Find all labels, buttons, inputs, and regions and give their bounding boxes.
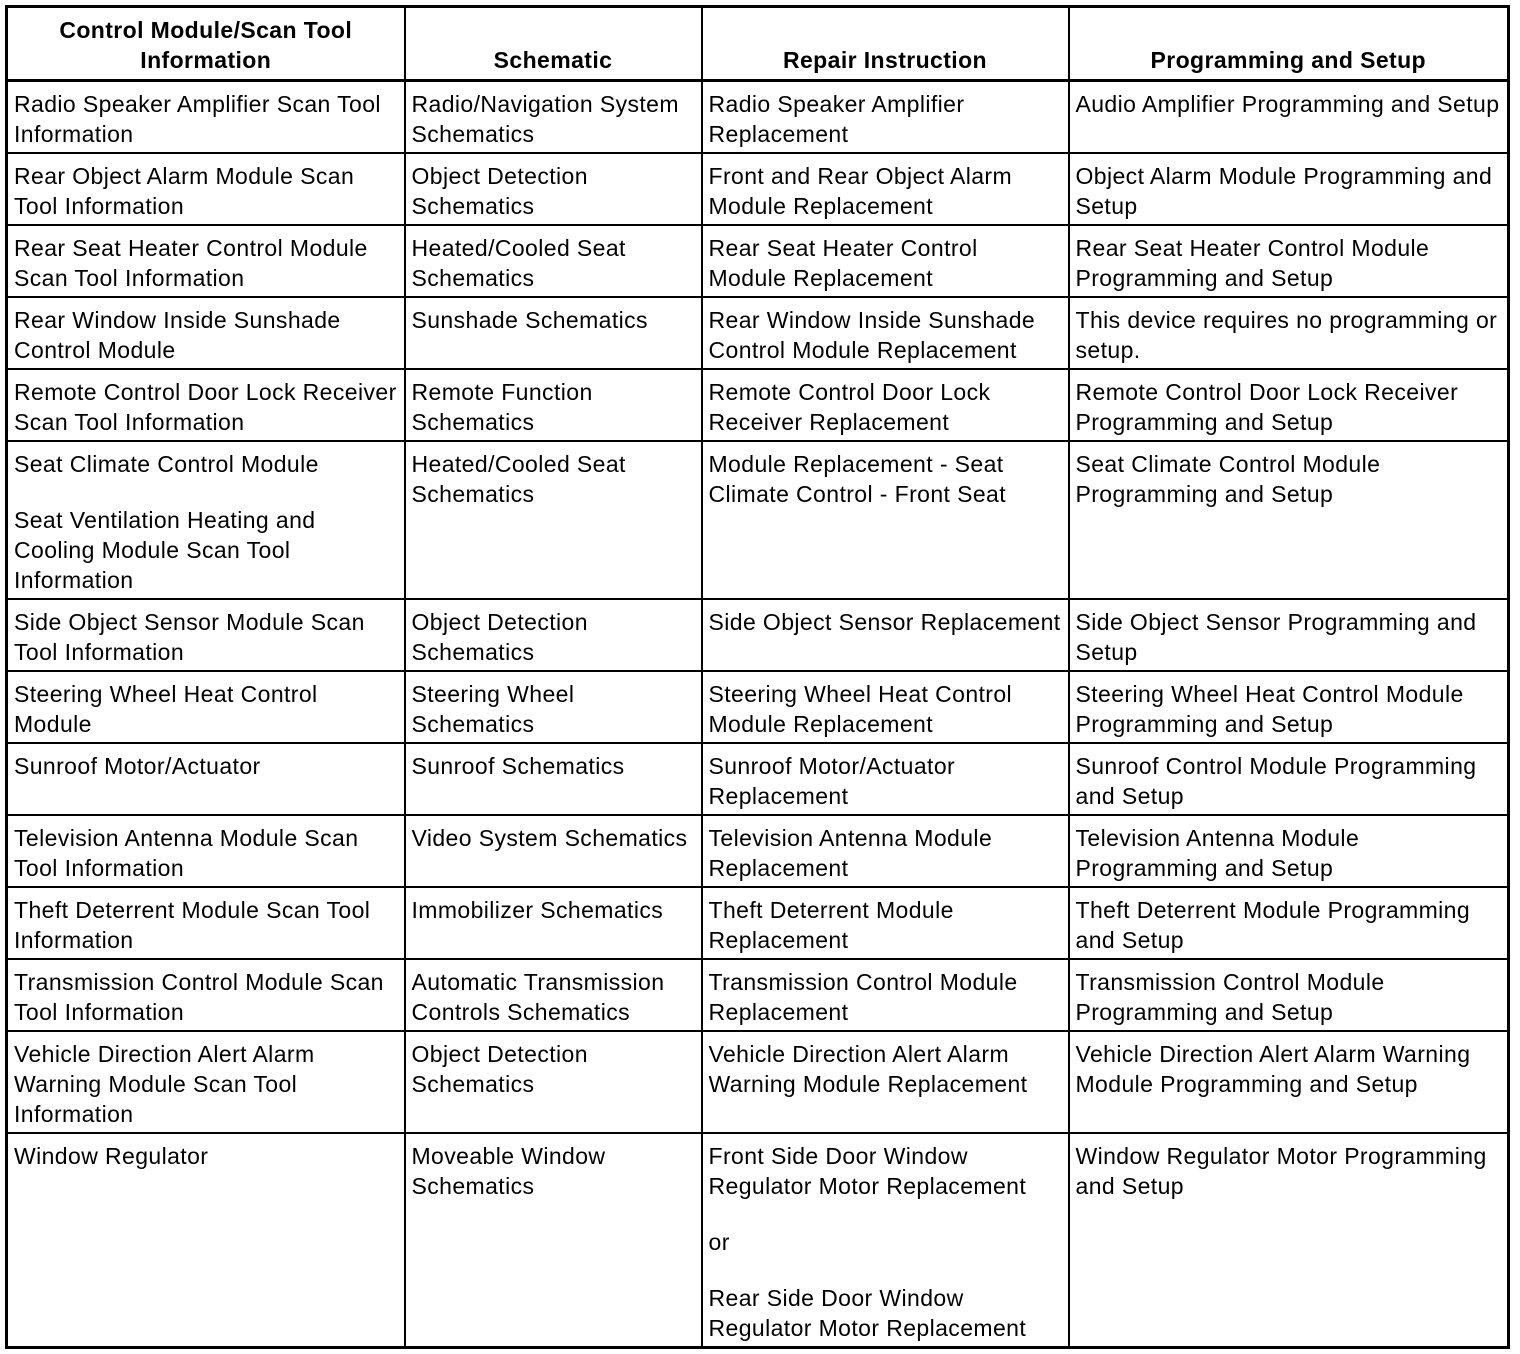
cell-control-module: [7, 671, 405, 743]
table-row: [7, 743, 1509, 815]
cell-control-module-text: Remote Control Door Lock Receiver Scan Tool Information: [14, 379, 397, 435]
cell-control-module-text: Window Regulator: [14, 1143, 209, 1169]
cell-repair-instruction-text: Front and Rear Object Alarm Module Replacement: [708, 163, 1013, 219]
cell-repair-instruction: [702, 297, 1069, 369]
table-row: [7, 369, 1509, 441]
cell-schematic: [405, 153, 702, 225]
cell-schematic: [405, 297, 702, 369]
cell-repair-instruction-text: Side Object Sensor Replacement: [708, 609, 1061, 635]
cell-control-module-text: Side Object Sensor Module Scan Tool Information: [14, 609, 365, 665]
cell-repair-instruction: [702, 599, 1069, 671]
cell-control-module-text: Rear Object Alarm Module Scan Tool Information: [14, 163, 355, 219]
cell-programming-setup: [1069, 887, 1509, 959]
cell-repair-instruction-text: Module Replacement - Seat Climate Control - Front Seat: [708, 451, 1007, 507]
cell-repair-instruction: [702, 153, 1069, 225]
cell-schematic: [405, 441, 702, 599]
cell-control-module: [7, 887, 405, 959]
cell-schematic-text: Object Detection Schematics: [411, 163, 588, 219]
cell-programming-setup-text: Vehicle Direction Alert Alarm Warning Module Programming and Setup: [1075, 1041, 1471, 1097]
cell-control-module: [7, 959, 405, 1031]
cell-schematic-text: Sunshade Schematics: [411, 307, 648, 333]
table-row: [7, 815, 1509, 887]
cell-control-module-text: Sunroof Motor/Actuator: [14, 753, 261, 779]
cell-control-module: [7, 297, 405, 369]
cell-control-module: [7, 81, 405, 154]
cell-repair-instruction-text: Front Side Door Window Regulator Motor Replacement: [708, 1143, 1027, 1199]
cell-schematic: [405, 671, 702, 743]
table-row: [7, 81, 1509, 154]
header-repair-instruction: Repair Instruction: [702, 7, 1069, 81]
cell-control-module-text: Steering Wheel Heat Control Module: [14, 681, 318, 737]
table-row: [7, 959, 1509, 1031]
cell-programming-setup-text: Window Regulator Motor Programming and Setup: [1075, 1143, 1487, 1199]
cell-control-module: [7, 225, 405, 297]
cell-control-module: [7, 441, 405, 599]
cell-schematic: [405, 887, 702, 959]
table-body: [7, 81, 1509, 1348]
cell-programming-setup: [1069, 671, 1509, 743]
cell-control-module-text: Television Antenna Module Scan Tool Information: [14, 825, 359, 881]
cell-control-module: [7, 1133, 405, 1348]
cell-programming-setup-text: Theft Deterrent Module Programming and Setup: [1075, 897, 1471, 953]
cell-schematic-text: Moveable Window Schematics: [411, 1143, 606, 1199]
cell-repair-instruction: [702, 887, 1069, 959]
cell-repair-instruction: [702, 815, 1069, 887]
table-row: [7, 599, 1509, 671]
cell-schematic-text: Sunroof Schematics: [411, 753, 625, 779]
cell-control-module-text: Transmission Control Module Scan Tool Information: [14, 969, 384, 1025]
service-reference-table: [5, 5, 1510, 1349]
cell-programming-setup: [1069, 81, 1509, 154]
cell-programming-setup: [1069, 441, 1509, 599]
cell-schematic-text: Video System Schematics: [411, 825, 688, 851]
cell-control-module: [7, 153, 405, 225]
cell-programming-setup: [1069, 1031, 1509, 1133]
cell-schematic: [405, 743, 702, 815]
cell-control-module: [7, 369, 405, 441]
cell-repair-instruction-text: or: [708, 1229, 730, 1255]
cell-programming-setup-text: Rear Seat Heater Control Module Programming and Setup: [1075, 235, 1430, 291]
table-row: [7, 441, 1509, 599]
header-schematic: Schematic: [405, 7, 702, 81]
cell-repair-instruction-text: Television Antenna Module Replacement: [708, 825, 993, 881]
cell-schematic: [405, 959, 702, 1031]
table-row: [7, 153, 1509, 225]
cell-repair-instruction: [702, 1133, 1069, 1348]
cell-programming-setup-text: Remote Control Door Lock Receiver Programming and Setup: [1075, 379, 1459, 435]
cell-repair-instruction-text: Theft Deterrent Module Replacement: [708, 897, 954, 953]
cell-control-module-text: Radio Speaker Amplifier Scan Tool Information: [14, 91, 381, 147]
cell-programming-setup: [1069, 369, 1509, 441]
cell-schematic-text: Object Detection Schematics: [411, 1041, 588, 1097]
table-row: [7, 1133, 1509, 1348]
cell-schematic-text: Automatic Transmission Controls Schematics: [411, 969, 665, 1025]
cell-programming-setup-text: This device requires no programming or setup.: [1075, 307, 1498, 363]
cell-programming-setup-text: Steering Wheel Heat Control Module Programming and Setup: [1075, 681, 1464, 737]
table-row: [7, 887, 1509, 959]
cell-repair-instruction-text: Rear Side Door Window Regulator Motor Replacement: [708, 1285, 1027, 1341]
cell-repair-instruction-text: Vehicle Direction Alert Alarm Warning Module Replacement: [708, 1041, 1028, 1097]
cell-programming-setup-text: Seat Climate Control Module Programming and Setup: [1075, 451, 1381, 507]
cell-programming-setup: [1069, 153, 1509, 225]
cell-schematic-text: Radio/Navigation System Schematics: [411, 91, 679, 147]
cell-programming-setup-text: Object Alarm Module Programming and Setup: [1075, 163, 1493, 219]
cell-repair-instruction: [702, 225, 1069, 297]
cell-control-module-text: Seat Ventilation Heating and Cooling Module Scan Tool Information: [14, 507, 316, 593]
cell-control-module-text: Theft Deterrent Module Scan Tool Information: [14, 897, 371, 953]
cell-repair-instruction: [702, 441, 1069, 599]
header-control-module: Control Module/Scan Tool Information: [7, 7, 405, 81]
cell-schematic: [405, 81, 702, 154]
cell-schematic: [405, 1133, 702, 1348]
cell-repair-instruction-text: Transmission Control Module Replacement: [708, 969, 1018, 1025]
cell-schematic-text: Steering Wheel Schematics: [411, 681, 575, 737]
cell-programming-setup: [1069, 815, 1509, 887]
cell-programming-setup-text: Side Object Sensor Programming and Setup: [1075, 609, 1477, 665]
cell-control-module-text: Rear Seat Heater Control Module Scan Tool Information: [14, 235, 368, 291]
cell-repair-instruction-text: Rear Seat Heater Control Module Replacement: [708, 235, 978, 291]
cell-repair-instruction-text: Radio Speaker Amplifier Replacement: [708, 91, 965, 147]
table-header: [7, 7, 1509, 81]
cell-repair-instruction-text: Remote Control Door Lock Receiver Replacement: [708, 379, 991, 435]
table-row: [7, 225, 1509, 297]
cell-repair-instruction: [702, 671, 1069, 743]
cell-schematic: [405, 599, 702, 671]
cell-schematic: [405, 225, 702, 297]
cell-repair-instruction-text: Steering Wheel Heat Control Module Replacement: [708, 681, 1013, 737]
cell-programming-setup: [1069, 297, 1509, 369]
cell-schematic-text: Heated/Cooled Seat Schematics: [411, 235, 626, 291]
cell-programming-setup: [1069, 743, 1509, 815]
cell-programming-setup: [1069, 959, 1509, 1031]
cell-control-module: [7, 599, 405, 671]
cell-schematic-text: Heated/Cooled Seat Schematics: [411, 451, 626, 507]
cell-control-module: [7, 1031, 405, 1133]
cell-programming-setup-text: Audio Amplifier Programming and Setup: [1075, 91, 1500, 117]
cell-control-module: [7, 815, 405, 887]
cell-repair-instruction-text: Sunroof Motor/Actuator Replacement: [708, 753, 956, 809]
cell-repair-instruction: [702, 81, 1069, 154]
cell-control-module-text: Vehicle Direction Alert Alarm Warning Module Scan Tool Information: [14, 1041, 315, 1127]
cell-programming-setup: [1069, 1133, 1509, 1348]
cell-repair-instruction: [702, 369, 1069, 441]
cell-programming-setup-text: Television Antenna Module Programming and Setup: [1075, 825, 1360, 881]
cell-control-module-text: Seat Climate Control Module: [14, 451, 319, 477]
cell-control-module: [7, 743, 405, 815]
cell-control-module-text: Rear Window Inside Sunshade Control Module: [14, 307, 341, 363]
table-row: [7, 1031, 1509, 1133]
cell-schematic: [405, 815, 702, 887]
cell-programming-setup-text: Sunroof Control Module Programming and Setup: [1075, 753, 1477, 809]
cell-repair-instruction-text: Rear Window Inside Sunshade Control Module Replacement: [708, 307, 1036, 363]
cell-schematic-text: Remote Function Schematics: [411, 379, 593, 435]
cell-repair-instruction: [702, 959, 1069, 1031]
cell-repair-instruction: [702, 1031, 1069, 1133]
cell-schematic: [405, 369, 702, 441]
cell-programming-setup: [1069, 225, 1509, 297]
header-programming-setup: Programming and Setup: [1069, 7, 1509, 81]
table-row: [7, 671, 1509, 743]
table-row: [7, 297, 1509, 369]
cell-schematic: [405, 1031, 702, 1133]
cell-programming-setup: [1069, 599, 1509, 671]
cell-schematic-text: Object Detection Schematics: [411, 609, 588, 665]
header-row: [7, 7, 1509, 81]
cell-repair-instruction: [702, 743, 1069, 815]
cell-programming-setup-text: Transmission Control Module Programming and Setup: [1075, 969, 1385, 1025]
cell-schematic-text: Immobilizer Schematics: [411, 897, 664, 923]
